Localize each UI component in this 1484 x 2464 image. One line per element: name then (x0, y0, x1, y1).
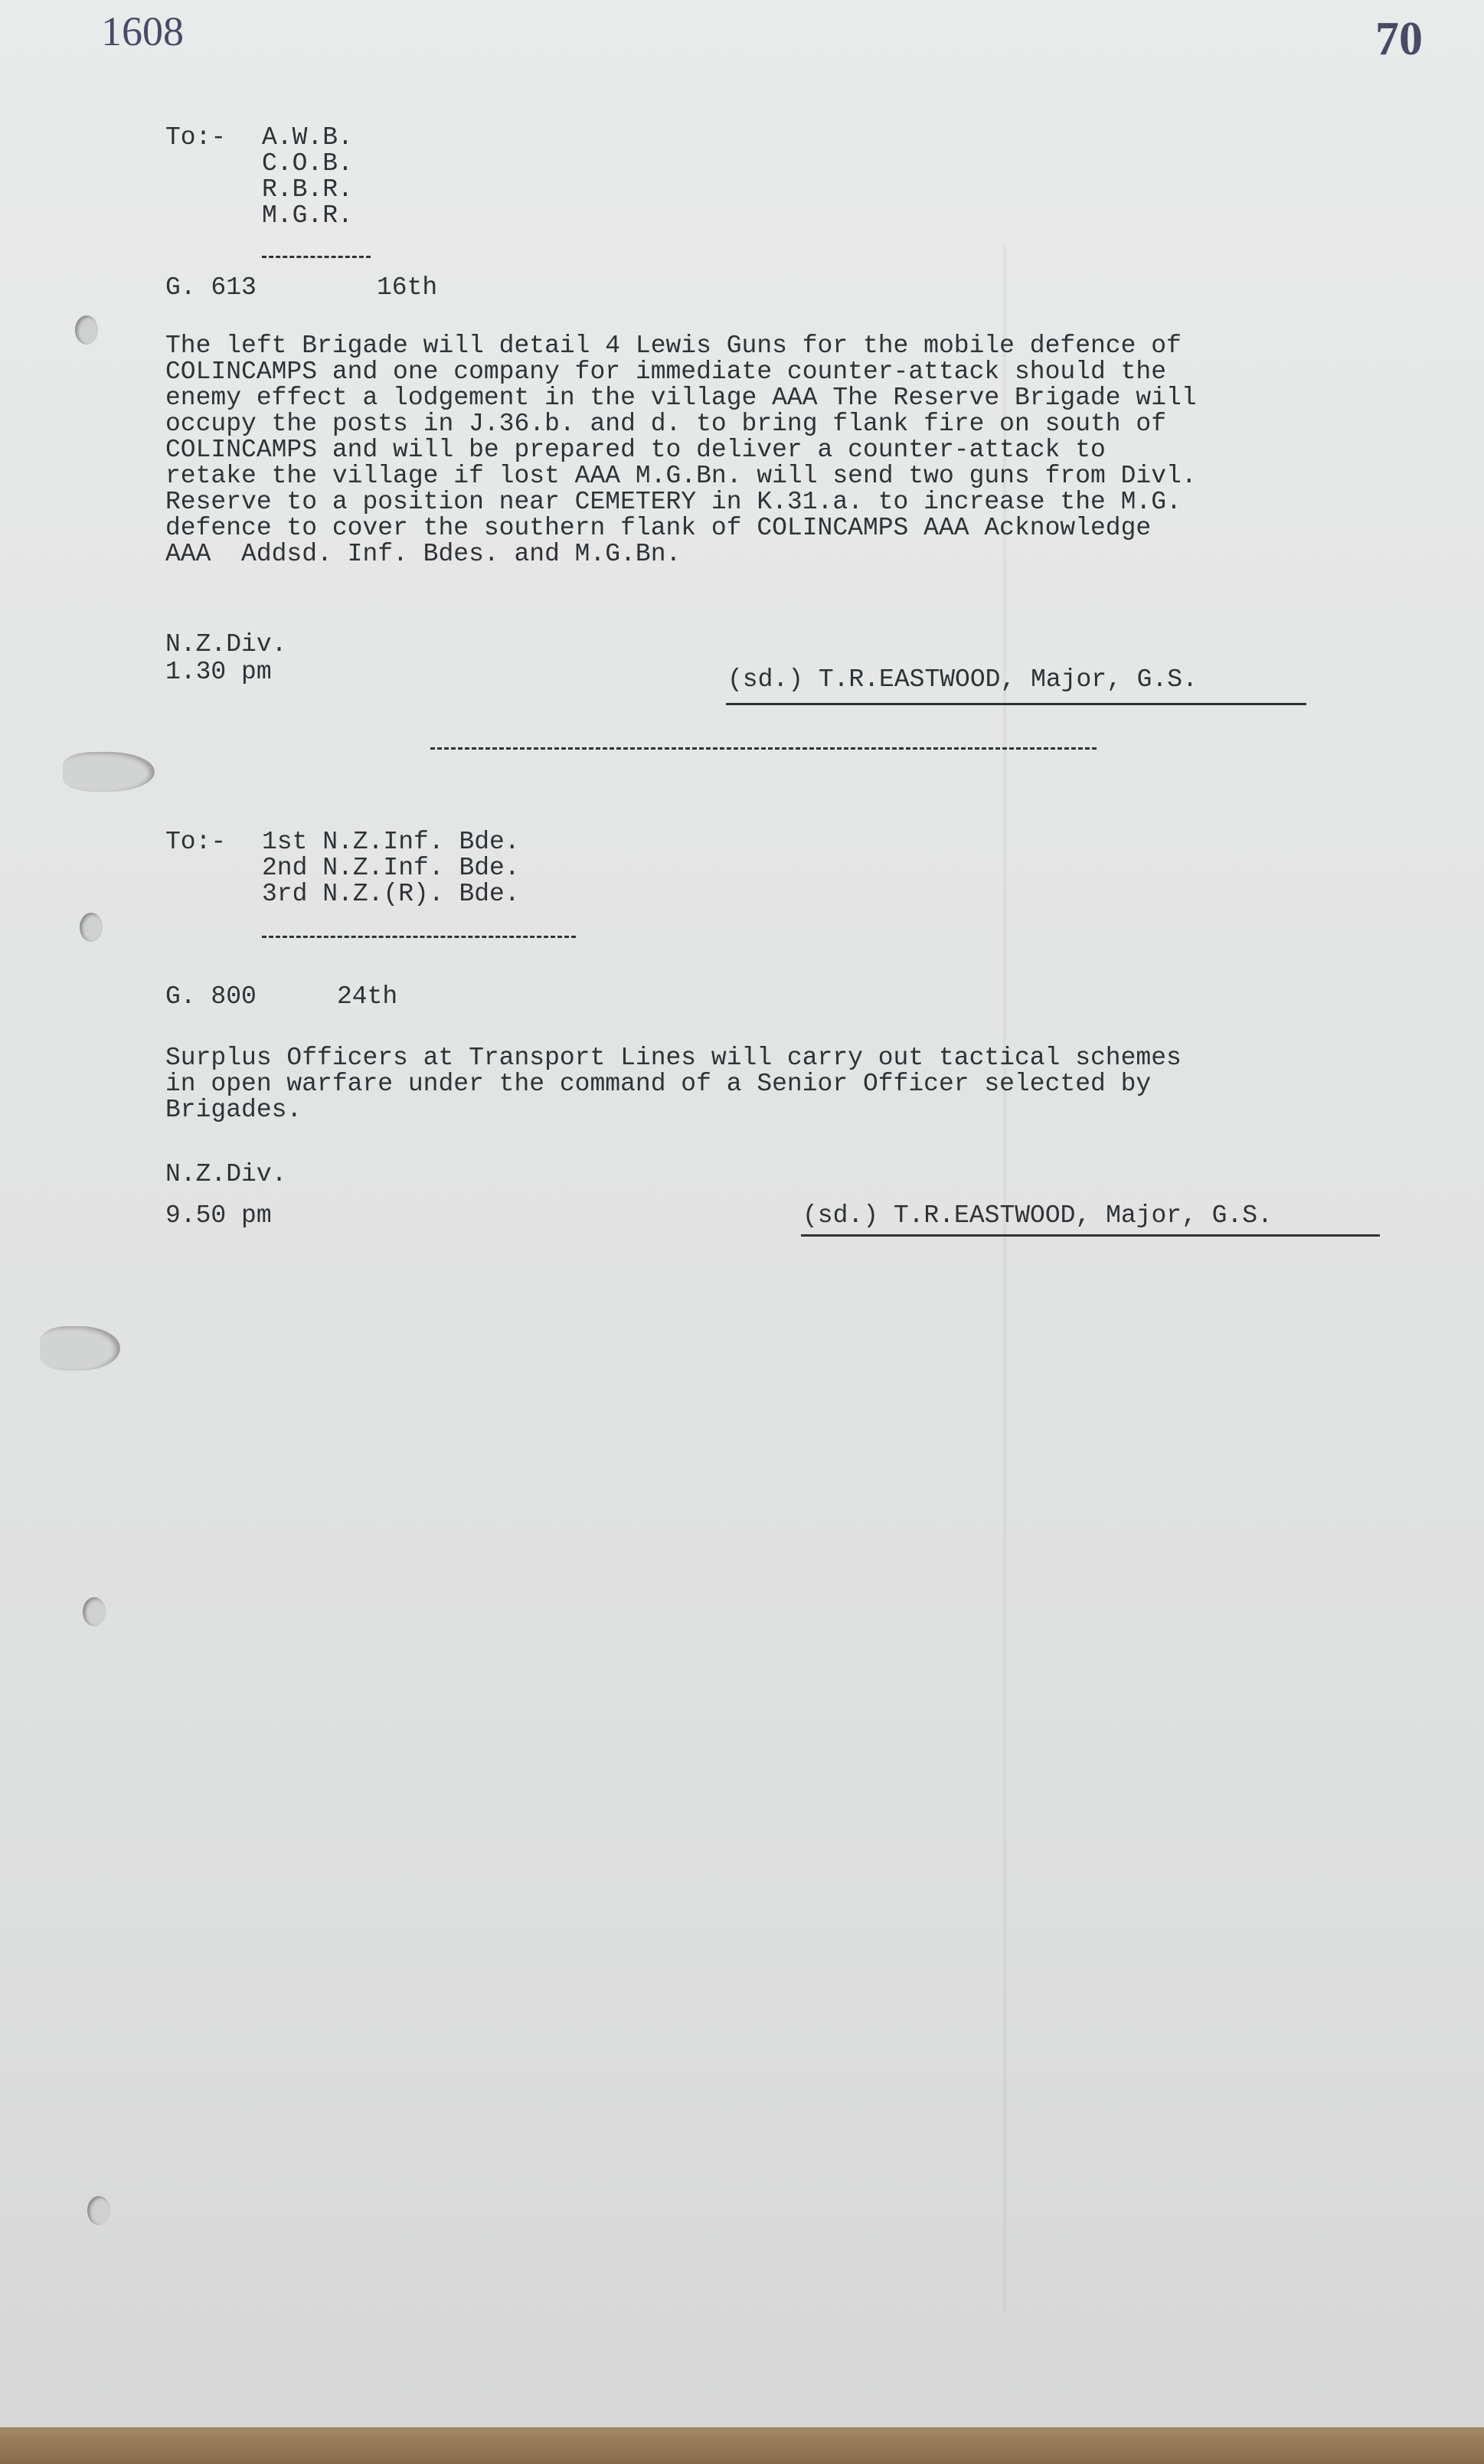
body-line: Surplus Officers at Transport Lines will carry out tactical schemes (165, 1044, 1182, 1072)
message-ref: G. 613 (165, 273, 257, 302)
addressee: 2nd N.Z.Inf. Bde. (262, 854, 520, 882)
punch-hole (87, 2196, 110, 2225)
torn-punch-hole (40, 1326, 120, 1371)
page-number-right: 70 (1375, 13, 1423, 65)
body-line: retake the village if lost AAA M.G.Bn. will send two guns from Divl. (165, 462, 1197, 490)
body-line: Brigades. (165, 1096, 302, 1124)
signature: (sd.) T.R.EASTWOOD, Major, G.S. (802, 1201, 1273, 1230)
addressees-label: To:- (165, 828, 227, 856)
body-line: AAA Addsd. Inf. Bdes. and M.G.Bn. (165, 540, 682, 568)
body-line: COLINCAMPS and one company for immediate counter-attack should the (165, 358, 1167, 386)
body-line: Reserve to a position near CEMETERY in K.31.a. to increase the M.G. (165, 488, 1182, 516)
time-sent: 1.30 pm (165, 658, 272, 686)
body-line: enemy effect a lodgement in the village AAA The Reserve Brigade will (165, 384, 1197, 412)
origin: N.Z.Div. (165, 630, 287, 658)
addressee: A.W.B. (262, 123, 353, 152)
addressee: 3rd N.Z.(R). Bde. (262, 880, 520, 908)
torn-punch-hole (63, 752, 155, 792)
body-line: The left Brigade will detail 4 Lewis Guns for the mobile defence of (165, 332, 1182, 360)
origin: N.Z.Div. (165, 1160, 287, 1188)
message-date: 24th (337, 982, 398, 1011)
body-line: COLINCAMPS and will be prepared to deliver a counter-attack to (165, 436, 1106, 464)
addressee: R.B.R. (262, 175, 353, 204)
body-line: occupy the posts in J.36.b. and d. to bring flank fire on south of (165, 410, 1167, 438)
punch-hole (75, 315, 98, 345)
desk-surface (0, 2427, 1484, 2464)
punch-hole (83, 1597, 106, 1626)
body-line: in open warfare under the command of a Senior Officer selected by (165, 1070, 1152, 1098)
message-date: 16th (377, 273, 438, 302)
addressee: C.O.B. (262, 149, 353, 178)
addressees-label: To:- (165, 123, 227, 152)
signature: (sd.) T.R.EASTWOOD, Major, G.S. (727, 665, 1198, 694)
page-number-left: 1608 (101, 8, 184, 54)
addressee: 1st N.Z.Inf. Bde. (262, 828, 520, 856)
body-line: defence to cover the southern flank of COLINCAMPS AAA Acknowledge (165, 514, 1152, 542)
section-separator (430, 747, 1097, 750)
paper-fold (1003, 245, 1006, 2312)
time-sent: 9.50 pm (165, 1201, 272, 1230)
signature-underline (726, 703, 1306, 705)
punch-hole (80, 913, 103, 942)
message-ref: G. 800 (165, 982, 257, 1011)
addressee-rule (262, 936, 576, 938)
signature-underline (801, 1234, 1380, 1237)
addressee-rule (262, 256, 371, 258)
addressee: M.G.R. (262, 201, 353, 230)
